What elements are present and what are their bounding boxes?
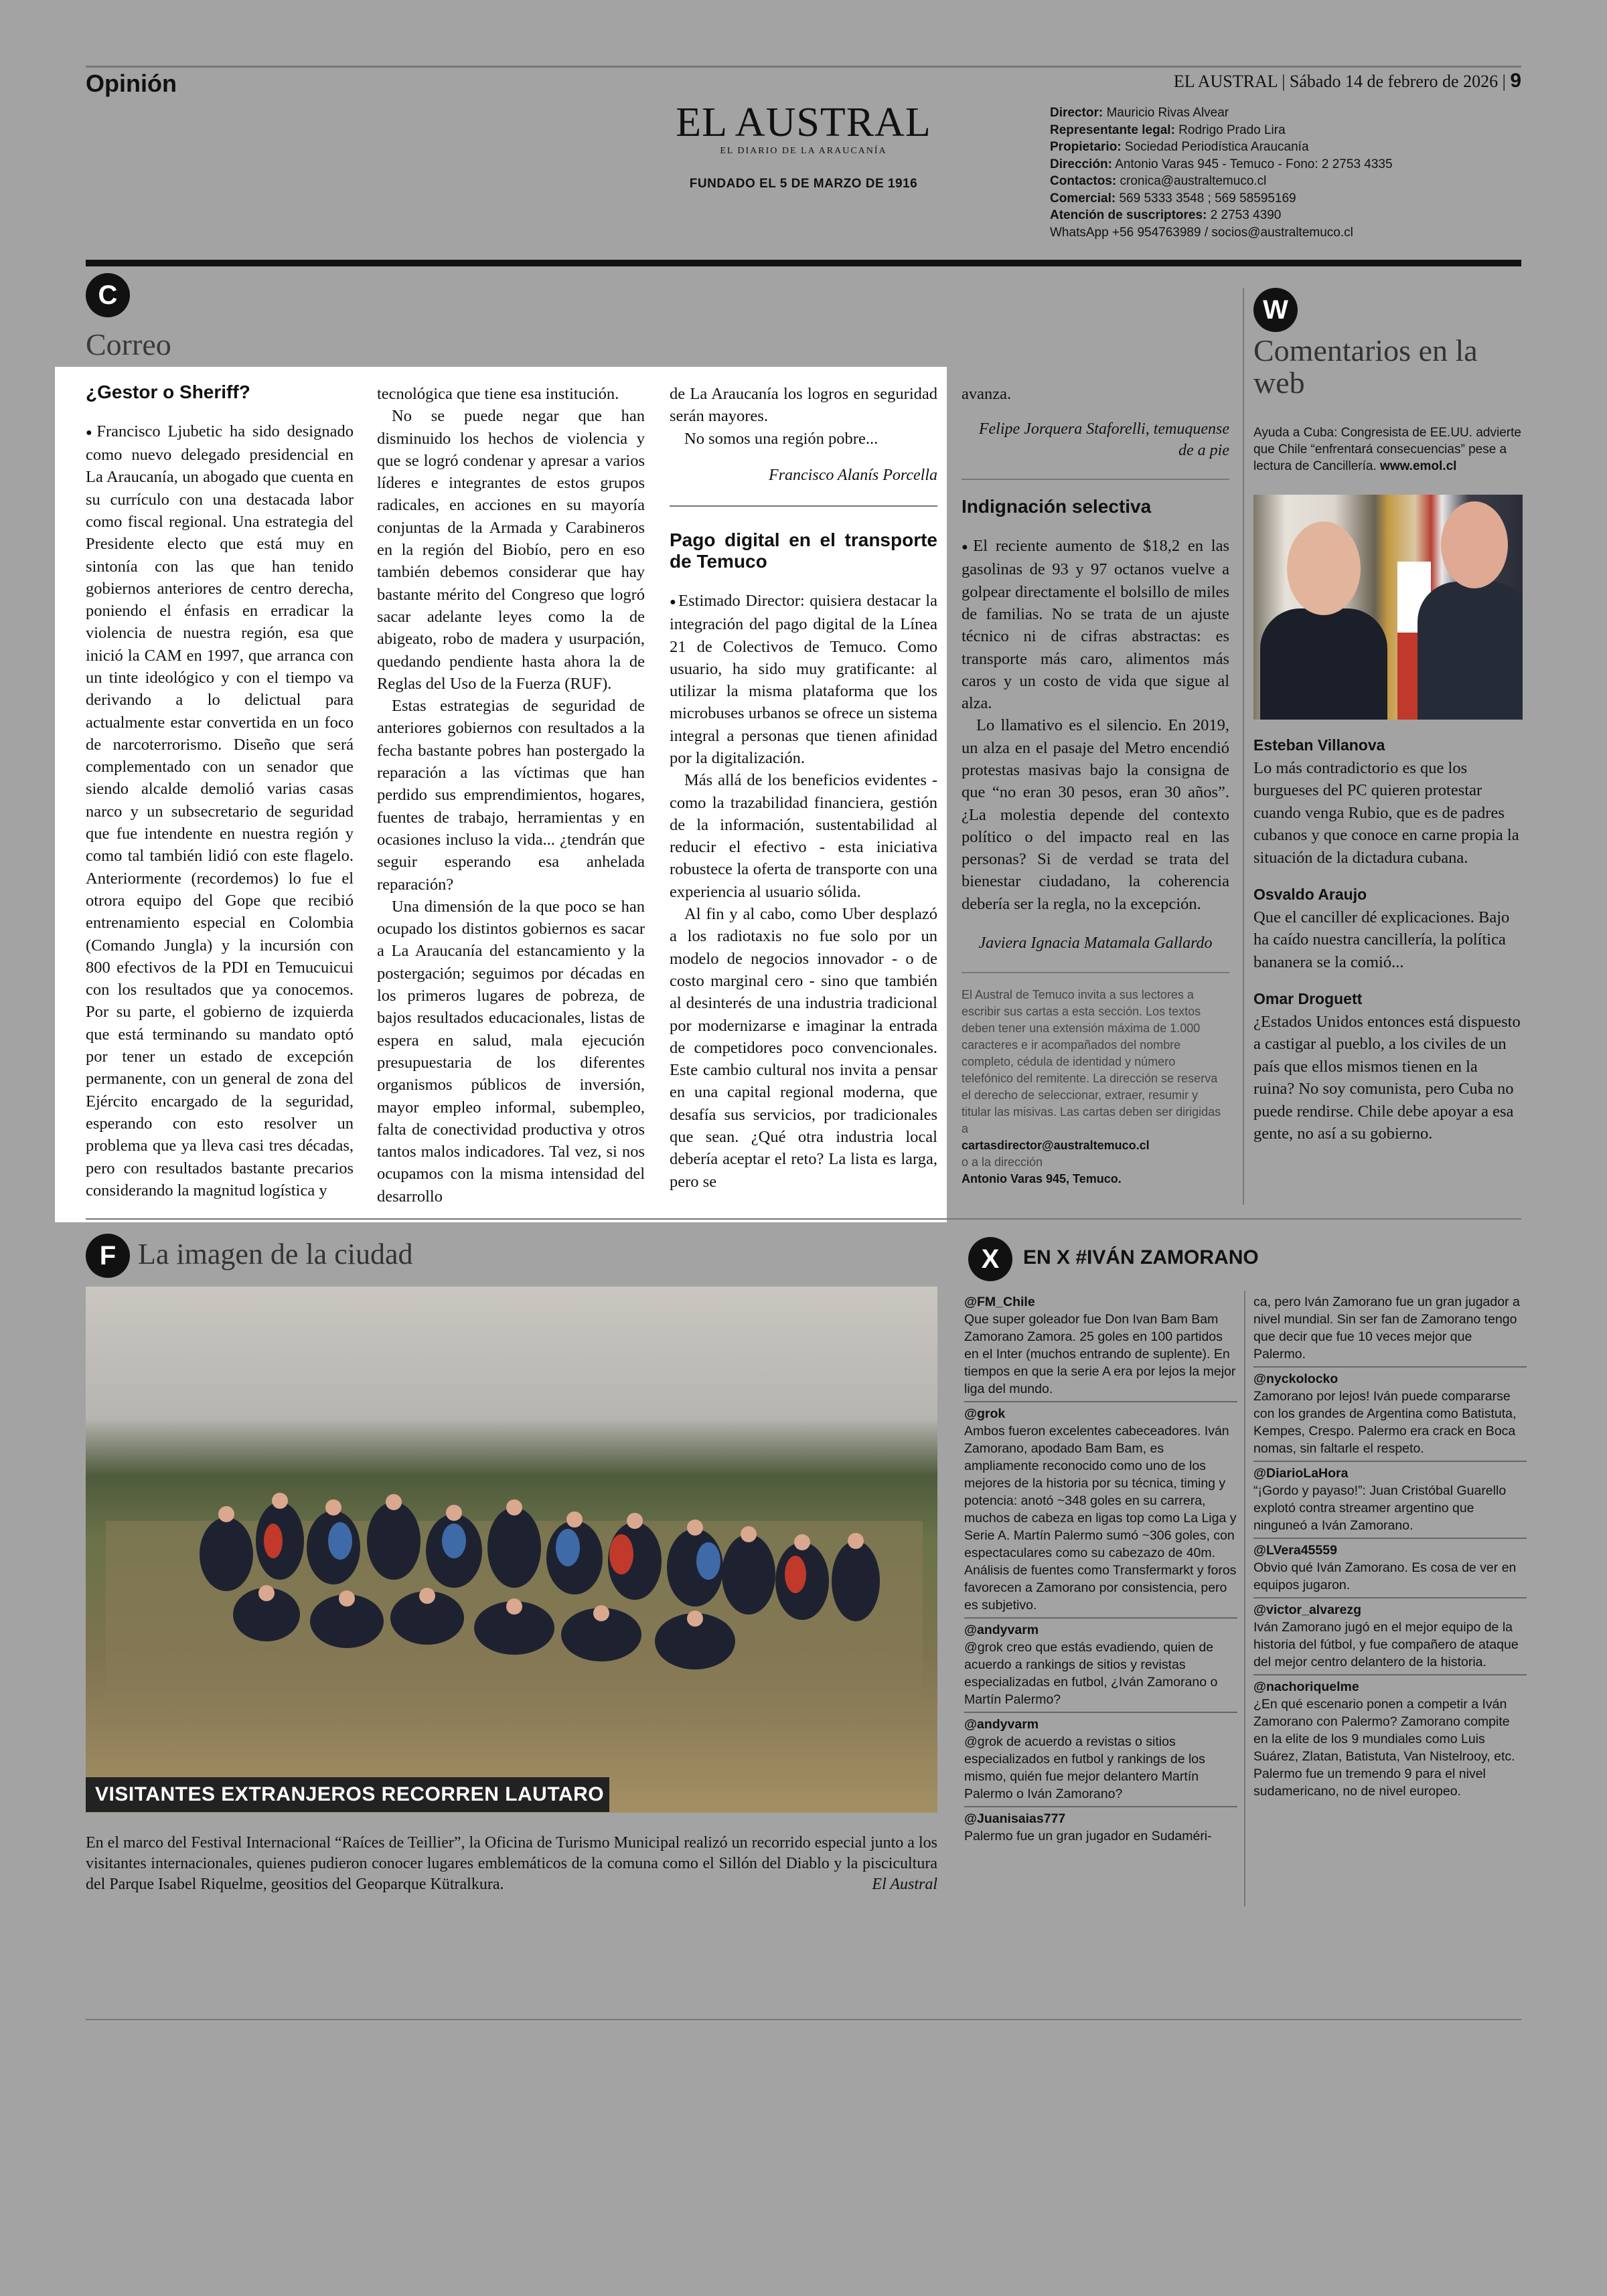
comments-source[interactable]: www.emol.cl <box>1380 459 1457 473</box>
section-rule <box>86 1218 1521 1220</box>
tweet: @grok Ambos fueron excelentes cabeceadores. Iván Zamorano, apodado Bam Bam, es ampliamente reconocido como uno de los mejores de la historia por su técnica, timing y potencia: anotó ~348 goles en su carrera, muchos de cabeza en ligas top como La Liga y Serie A. Martín Palermo sumó ~306 goles, con espectaculares como su cabezazo de 40m. Análisis de fuentes como Transfermarkt y foros favorecen a Zamorano por consistencia, pero es subjetivo. <box>964 1402 1237 1619</box>
photo-caption: VISITANTES EXTRANJEROS RECORREN LAUTARO <box>86 1777 609 1812</box>
tweet: @DiarioLaHora “¡Gordo y payaso!”: Juan Cristóbal Guarello explotó contra streamer argentino que ninguneó a Iván Zamorano. <box>1253 1462 1527 1539</box>
header-divider <box>86 260 1521 266</box>
tweets-column-2 <box>1253 1291 1527 1803</box>
staff-line: Director: Mauricio Rivas Alvear <box>1050 106 1229 120</box>
correo-title: Correo <box>86 327 171 361</box>
tweet-handle[interactable]: @grok <box>964 1406 1006 1421</box>
letters-address: Antonio Varas 945, Temuco. <box>962 1172 1122 1186</box>
staff-line: Dirección: Antonio Varas 945 - Temuco - Fono: 2 2753 4335 <box>1050 157 1393 171</box>
photo-credit: El Austral <box>872 1876 937 1893</box>
tweet: @nachoriquelme ¿En qué escenario ponen a competir a Iván Zamorano con Palermo? Zamorano compite en la elite de los 9 mundiales como Luis Suárez, Zlatan, Batistuta, Van Nistelrooy, etc. Palermo fue un tremendo 9 para el nivel sudamericano, no de nivel europeo. <box>1253 1675 1527 1803</box>
letter1-headline: ¿Gestor o Sheriff? <box>86 382 250 402</box>
letter1-paragraph: Una dimensión de la que poco se han ocupado los distintos gobiernos es sacar a La Araucanía del estancamiento y la postergación; seguimos por décadas en los primeros lugares de pobreza, de bajos resultados educacionales, listas de espera en salud, mala ejecución presupuestaria de los diferentes organismos públicos de inversión, mayor empleo informal, subempleo, falta de conectividad productiva y otros tantos malos indicadores. Tal vez, si nos ocupamos con la misma intensidad del desarrollo <box>377 897 645 1206</box>
tweet-handle[interactable]: @Juanisaias777 <box>964 1811 1066 1826</box>
tweet-handle[interactable]: @nyckolocko <box>1253 1372 1338 1386</box>
tweet: @andyvarm @grok creo que estás evadiendo, quien de acuerdo a rankings de sitios y revistas especializadas en futbol, ¿Iván Zamorano o Martín Palermo? <box>964 1619 1237 1713</box>
letter3-signature: Javiera Ignacia Matamala Gallardo <box>978 934 1213 953</box>
tweet: @Juanisaias777 Palermo fue un gran jugador en Sudaméri- <box>964 1807 1237 1848</box>
letter1-paragraph: de La Araucanía los logros en seguridad serán mayores. <box>670 385 937 426</box>
page-info: EL AUSTRAL | Sábado 14 de febrero de 2026 | 9 <box>1173 70 1521 92</box>
correo-badge: C <box>86 273 130 317</box>
letters-column-3 <box>670 383 937 1193</box>
staff-line: Propietario: Sociedad Periodística Araucanía <box>1050 140 1309 154</box>
page-number: 9 <box>1510 70 1521 92</box>
staff-line: Representante legal: Rodrigo Prado Lira <box>1050 122 1286 137</box>
photo-description: En el marco del Festival Internacional “Raíces de Teillier”, la Oficina de Turismo Municipal realizó un recorrido especial junto a los visitantes internacionales, quienes pudieron conocer lugares emblemáticos de la comuna como el Sillón del Diablo y la piscicultura del Parque Isabel Riquelme, geositios del Geoparque Kütralkura. El Austral <box>86 1833 937 1895</box>
founded-date: FUNDADO EL 5 DE MARZO DE 1916 <box>689 177 918 191</box>
paper-name-small: EL AUSTRAL <box>1173 72 1278 91</box>
section-name: Opinión <box>86 70 177 97</box>
politicians-photo <box>1253 495 1523 720</box>
column-divider <box>1243 288 1244 1205</box>
tweet-handle[interactable]: @victor_alvarezg <box>1253 1603 1362 1617</box>
tweet: @LVera45559 Obvio qué Iván Zamorano. Es cosa de ver en equipos jugaron. <box>1253 1539 1527 1598</box>
comments-title: Comentarios en la web <box>1253 333 1478 400</box>
staff-line: Comercial: 569 5333 3548 ; 569 58595169 <box>1050 191 1296 206</box>
masthead-title: EL AUSTRAL <box>676 100 931 145</box>
bottom-rule <box>86 2019 1521 2020</box>
tweet: @victor_alvarezg Iván Zamorano jugó en el mejor equipo de la historia del fútbol, y fue compañero de ataque del mejor centro delantero de la historia. <box>1253 1598 1527 1675</box>
masthead-tagline: EL DIARIO DE LA ARAUCANÍA <box>720 146 887 156</box>
letters-notice: El Austral de Temuco invita a sus lectores a escribir sus cartas a esta sección. Los textos deben tener una extensión máxima de 1.000 caracteres e ir acompañados del nombre completo, cédula de identidad y número telefónico del remitente. La dirección se reserva el derecho de seleccionar, extraer, resumir y titular las misivas. Las cartas deben ser dirigidas a cartasdirector@australtemuco.cl o a la dirección Antonio Varas 945, Temuco. <box>962 988 1221 1186</box>
x-badge: X <box>968 1237 1012 1281</box>
letter2-paragraph: Al fin y al cabo, como Uber desplazó a los radiotaxis no fue solo por un modelo de negocios innovador - o de costo marginal cero - sino que también al desinterés de una industria tradicional por modernizarse e imaginar la entrada de competidores poco convencionales. Este cambio cultural nos invita a pensar en una capital regional moderna, que desafía sus servicios, por tradicionales que sean. ¿Qué otra industria local debería aceptar el reto? La lista es larga, pero se <box>670 905 937 1191</box>
tweet-handle[interactable]: @DiarioLaHora <box>1253 1466 1349 1481</box>
issue-date: Sábado 14 de febrero de 2026 <box>1289 72 1499 91</box>
comment-item: Osvaldo Araujo Que el canciller dé explicaciones. Bajo ha caído nuestra cancillería, la política bananera se la comió... <box>1253 884 1521 973</box>
tweet-continuation: ca, pero Iván Zamorano fue un gran jugador a nivel mundial. Sin ser fan de Zamorano tengo que decir que fue 10 veces mejor que Palermo. <box>1253 1291 1527 1368</box>
letter1-paragraph: ● Francisco Ljubetic ha sido designado como nuevo delegado presidencial en La Araucanía, un abogado que cuenta en su currículo con una destacada labor como fiscal regional. Una estrategia del Presidente electo que está muy en sintonía con las que han tenido gobiernos anteriores de centro derecha, poniendo el énfasis en erradicar la violencia de nuestra región, esa que inició la CAM en 1997, que arranca con un tinte ideológico y con el tiempo va derivando a lo delictual para actualmente estar convertida en un foco de narcoterrorismo. Diseño que será complementado con un senador que siendo alcalde demolió varias casas narco y un subsecretario de seguridad que fue intendente en nuestra región y como tal también lidió con este flagelo. Anteriormente (recordemos) lo fue el otrora equipo del Gope que recibió entrenamiento especial en Colombia (Comando Jungla) y la incursión con 800 efectivos de la PDI en Temucuicui con los resultados que ya conocemos. Por su parte, el gobierno de izquierda que está terminando su mandato optó por tener un estado de excepción permanente, con un general de zona del Ejército encargado de la seguridad, esperando con esto resolver un problema que ya lleva casi tres décadas, pero con resultados bastante precarios considerando la magnitud logística y <box>86 420 354 1202</box>
letter2-signature: Felipe Jorquera Staforelli, temuquense de a pie <box>978 420 1229 460</box>
tweet-handle[interactable]: @FM_Chile <box>964 1295 1035 1309</box>
comment-author: Osvaldo Araujo <box>1253 886 1367 903</box>
staff-line: WhatsApp +56 954763989 / socios@australtemuco.cl <box>1050 225 1353 240</box>
ciudad-badge: F <box>86 1234 130 1278</box>
tweet: @andyvarm @grok de acuerdo a revistas o sitios especializados en futbol y rankings de los mismo, quién fue mejor delantero Martín Palermo o Iván Zamorano? <box>964 1713 1237 1807</box>
letters-email[interactable]: cartasdirector@australtemuco.cl <box>962 1139 1150 1153</box>
letter-divider <box>670 505 937 507</box>
tweet: @FM_Chile Que super goleador fue Don Ivan Bam Bam Zamorano Zamora. 25 goles en 100 partidos en el Inter (muchos entrando de suplente). En tiempos en que la serie A era por lejos la mejor liga del mundo. <box>964 1291 1237 1402</box>
letter3-headline: Indignación selectiva <box>962 496 1152 517</box>
staff-line: Atención de suscriptores: 2 2753 4390 <box>1050 208 1282 222</box>
staff-line: Contactos: cronica@australtemuco.cl <box>1050 174 1267 188</box>
letter1-paragraph: tecnológica que tiene esa institución. <box>377 385 619 403</box>
tweet-handle[interactable]: @LVera45559 <box>1253 1543 1337 1558</box>
tweet: @nyckolocko Zamorano por lejos! Iván puede compararse con los grandes de Argentina como Batistuta, Kempes, Crespo. Palermo era crack en Boca nomas, sin faltarle el respeto. <box>1253 1368 1527 1462</box>
ciudad-title: La imagen de la ciudad <box>138 1238 413 1270</box>
tweets-column-1 <box>964 1291 1237 1848</box>
masthead <box>670 100 937 191</box>
comments-panel <box>1253 335 1521 1145</box>
letter2-paragraph: ● Estimado Director: quisiera destacar la integración del pago digital de la Línea 21 de Colectivos de Temuco. Como usuario, ha sido muy gratificante: al utilizar la misma plataforma que los microbuses urbanos se ofrece un sistema integral a personas que tienen afinidad por la digitalización. <box>670 590 937 769</box>
comment-item: Esteban Villanova Lo más contradictorio es que los burgueses del PC quieren protestar cuando venga Rubio, que es de padres cubanos y que conoce en carne propia la situación de la dictadura cubana. <box>1253 734 1521 869</box>
letter1-signature: Francisco Alanís Porcella <box>769 466 937 484</box>
tweet-handle[interactable]: @nachoriquelme <box>1253 1679 1359 1694</box>
letter-divider <box>962 972 1229 973</box>
letter2-headline: Pago digital en el transporte de Temuco <box>670 529 937 572</box>
letter2-paragraph: avanza. <box>962 385 1012 403</box>
top-rule <box>86 66 1521 68</box>
staff-box <box>1050 104 1532 241</box>
crowd-illustration <box>106 1441 923 1708</box>
letters-column-4 <box>962 383 1229 1187</box>
comentarios-badge: W <box>1253 288 1298 332</box>
comment-author: Esteban Villanova <box>1253 736 1385 754</box>
group-photo <box>86 1287 937 1813</box>
letter-divider <box>962 479 1229 480</box>
letter1-paragraph: No somos una región pobre... <box>684 429 878 448</box>
letters-column-1 <box>86 382 354 1202</box>
tweet-handle[interactable]: @andyvarm <box>964 1717 1039 1732</box>
letter1-paragraph: Estas estrategias de seguridad de anteriores gobiernos con resultados a la fecha bastante pobres han postergado la reparación a las víctimas que han perdido sus emprendimientos, hogares, fuentes de trabajo, herramientas y en ocasiones incluso la vida... ¿tendrán que seguir esperando esa anhelada reparación? <box>377 697 645 894</box>
comment-item: Omar Droguett ¿Estados Unidos entonces está dispuesto a castigar al pueblo, a los civiles de un país que ellos mismos tienen en la ruina? No soy comunista, pero Cuba no puede rendirse. Chile debe apoyar a esa gente, no así a su gobierno. <box>1253 988 1521 1145</box>
comments-lead: Ayuda a Cuba: Congresista de EE.UU. advierte que Chile “enfrentará consecuencias” pese a lectura de Cancillería. www.emol.cl <box>1253 426 1521 473</box>
tweet-handle[interactable]: @andyvarm <box>964 1623 1039 1637</box>
tweets-divider <box>1244 1291 1245 1906</box>
letters-column-2 <box>377 383 645 1208</box>
comment-author: Omar Droguett <box>1253 990 1363 1007</box>
x-title: EN X #IVÁN ZAMORANO <box>1023 1246 1259 1268</box>
letter3-paragraph: ● El reciente aumento de $18,2 en las gasolinas de 93 y 97 octanos vuelve a golpear directamente el bolsillo de miles de familias. No se trata de un ajuste técnico ni de cifras abstractas: es transporte más caro, alimentos más caros y un costo de vida que sigue al alza. <box>962 535 1229 714</box>
letter3-paragraph: Lo llamativo es el silencio. En 2019, un alza en el pasaje del Metro encendió protestas masivas bajo la consigna de que “no eran 30 pesos, eran 30 años”. ¿La molestia depende del contexto político o del impacto real en las personas? Si de verdad se trata del bienestar ciudadano, la coherencia debería ser la regla, no la excepción. <box>962 716 1229 913</box>
letter2-paragraph: Más allá de los beneficios evidentes - como la trazabilidad financiera, gestión de la información, sustentabilidad al reducir el efectivo - esta iniciativa robustece la oferta de transporte con una experiencia al usuario sólida. <box>670 771 937 901</box>
letter1-paragraph: No se puede negar que han disminuido los hechos de violencia y que se logró condenar y apresar a varios líderes e integrantes de estos grupos radicales, en acciones en su mayoría conjuntas de la Armada y Carabineros en la región del Biobío, pero en eso también debemos considerar que hay bastante mérito del Congreso que logró sacar adelante leyes como la de abigeato, robo de madera y usurpación, quedando pendiente hasta ahora la de Reglas del Uso de la Fuerza (RUF). <box>377 407 645 693</box>
